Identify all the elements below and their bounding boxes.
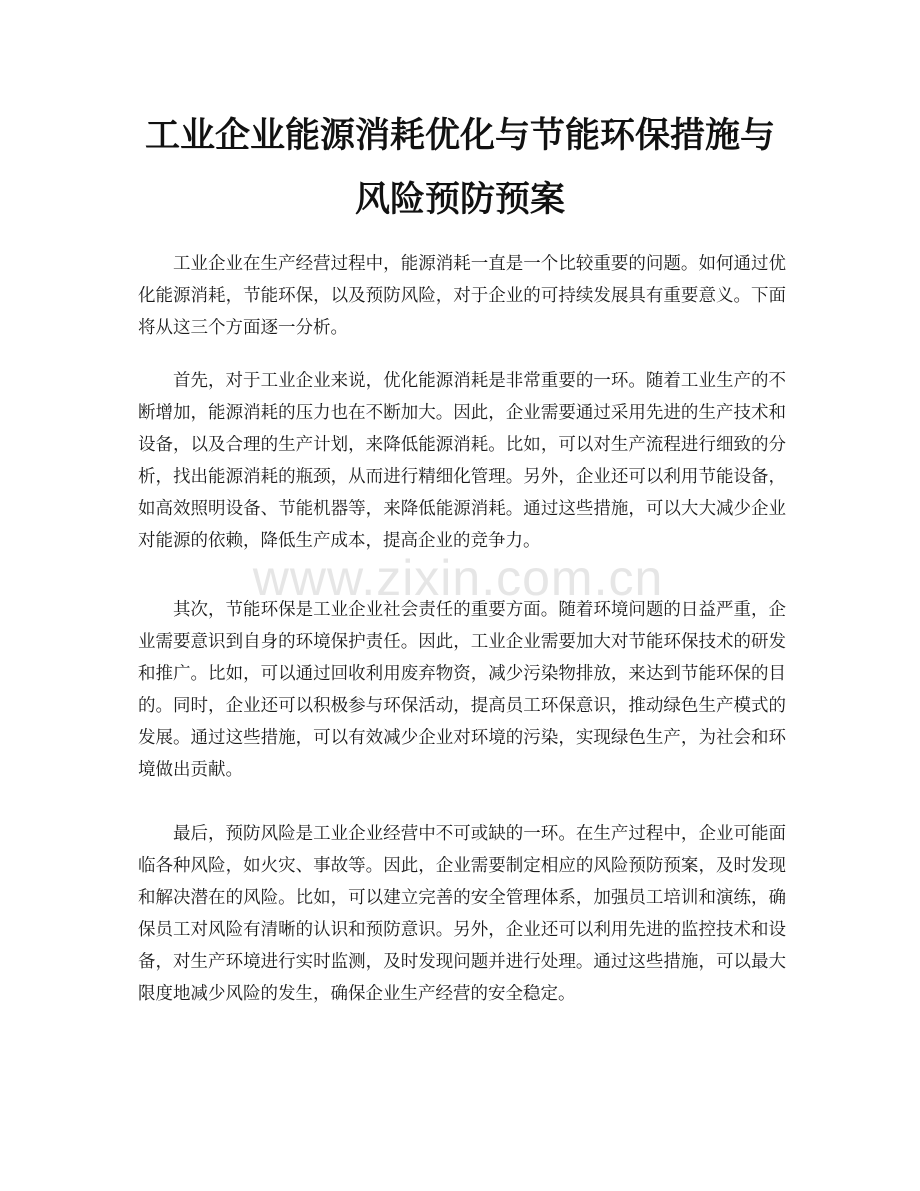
document-title: 工业企业能源消耗优化与节能环保措施与风险预防预案: [144, 116, 775, 220]
paragraph-energy-optimization: [138, 365, 786, 557]
paragraph-text: 其次，节能环保是工业企业社会责任的重要方面。随着环境问题的日益严重，企业需要意识到自身的环境保护责任。因此，工业企业需要加大对节能环保技术的研发和推广。比如，可以通过回收利用废弃物资，减少污染物排放，来达到节能环保的目的。同时，企业还可以积极参与环保活动，提高员工环保意识，推动绿色生产模式的发展。通过这些措施，可以有效减少企业对环境的污染，实现绿色生产，为社会和环境做出贡献。: [138, 600, 786, 780]
paragraph-text: 工业企业在生产经营过程中，能源消耗一直是一个比较重要的问题。如何通过优化能源消耗，节能环保，以及预防风险，对于企业的可持续发展具有重要意义。下面将从这三个方面逐一分析。: [138, 254, 786, 338]
paragraph-intro: [138, 248, 786, 344]
paragraph-risk-prevention: [138, 818, 786, 1010]
paragraph-environmental-protection: [138, 594, 786, 786]
paragraph-text: 最后，预防风险是工业企业经营中不可或缺的一环。在生产过程中，企业可能面临各种风险，如火灾、事故等。因此，企业需要制定相应的风险预防预案，及时发现和解决潜在的风险。比如，可以建立完善的安全管理体系，加强员工培训和演练，确保员工对风险有清晰的认识和预防意识。另外，企业还可以利用先进的监控技术和设备，对生产环境进行实时监测，及时发现问题并进行处理。通过这些措施，可以最大限度地减少风险的发生，确保企业生产经营的安全稳定。: [138, 824, 786, 1004]
watermark: www.zixin.com.cn: [252, 550, 664, 606]
paragraph-text: 首先，对于工业企业来说，优化能源消耗是非常重要的一环。随着工业生产的不断增加，能源消耗的压力也在不断加大。因此，企业需要通过采用先进的生产技术和设备，以及合理的生产计划，来降低能源消耗。比如，可以对生产流程进行细致的分析，找出能源消耗的瓶颈，从而进行精细化管理。另外，企业还可以利用节能设备，如高效照明设备、节能机器等，来降低能源消耗。通过这些措施，可以大大减少企业对能源的依赖，降低生产成本，提高企业的竞争力。: [138, 371, 786, 551]
